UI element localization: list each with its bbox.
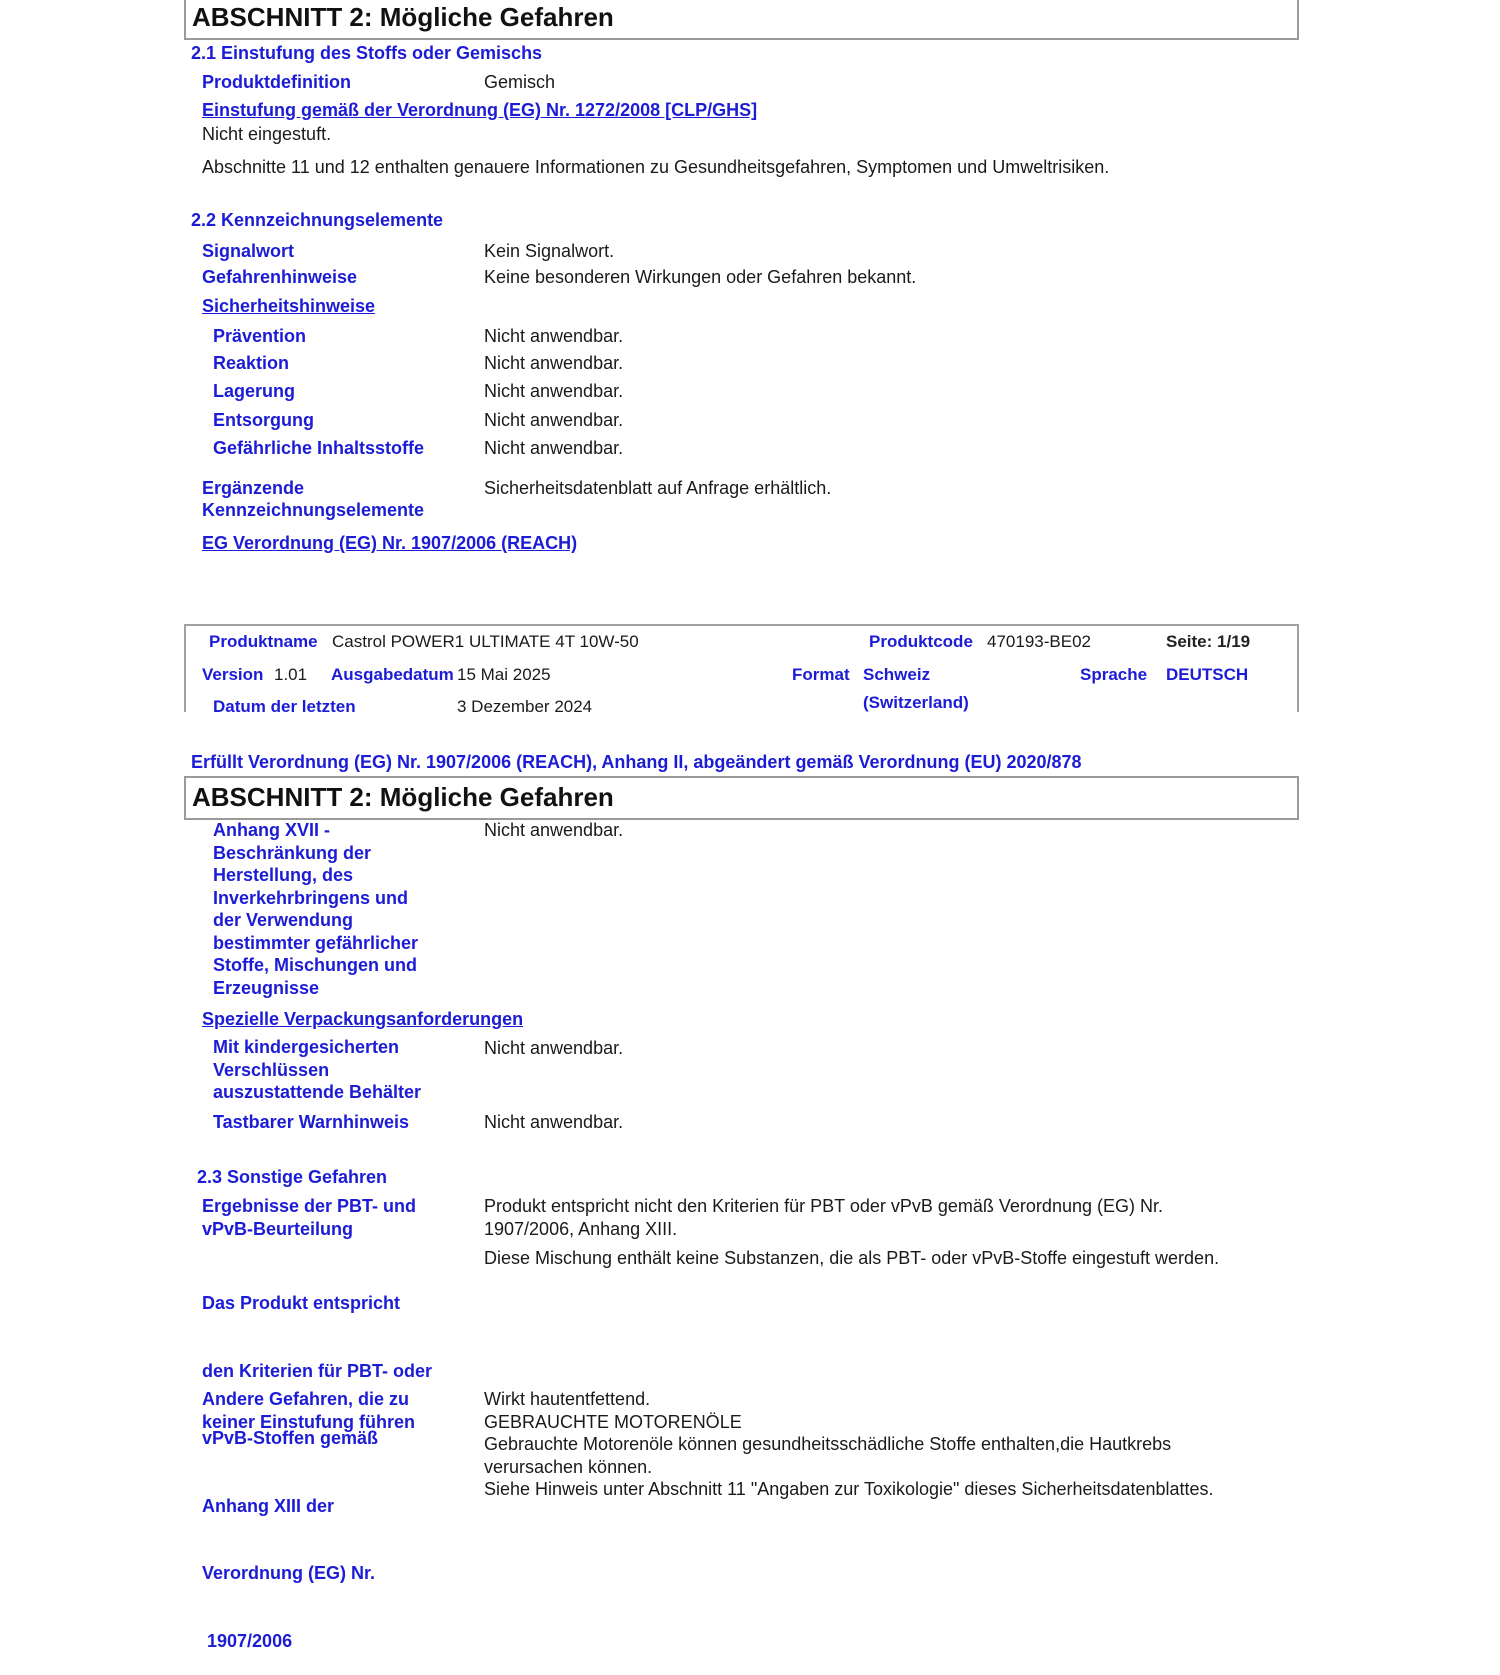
tastbar-value: Nicht anwendbar. [484,1112,624,1132]
pbt-label-line: vPvB-Beurteilung [202,1218,354,1239]
entsorgung-value: Nicht anwendbar. [484,410,624,430]
letzte-label: Datum der letzten [213,697,356,712]
produktname-value: Castrol POWER1 ULTIMATE 4T 10W-50 [332,632,639,651]
pbt-value-line: 1907/2006, Anhang XIII. [484,1218,678,1239]
praevention-label: Prävention [213,326,307,346]
einstufung-heading: Einstufung gemäß der Verordnung (EG) Nr. 1272/2008 [CLP/GHS] [202,100,758,120]
pbt-value-line: Produkt entspricht nicht den Kriterien für PBT oder vPvB gemäß Verordnung (EG) Nr. [484,1196,1163,1216]
ausgabedatum-label: Ausgabedatum [331,665,454,684]
format-value-1: Schweiz [863,665,931,684]
pbt-label [202,1195,472,1240]
andere-gefahren-label-line: Andere Gefahren, die zu [202,1389,410,1409]
section-2-1-heading: 2.1 Einstufung des Stoffs oder Gemischs [191,43,543,63]
praevention-value: Nicht anwendbar. [484,326,624,346]
version-value: 1.01 [274,665,308,684]
anhang-xvii-line: Beschränkung der [213,842,372,863]
ausgabedatum-value: 15 Mai 2025 [457,665,551,684]
version-label: Version [202,665,264,684]
anhang-xvii-line: Herstellung, des [213,865,354,885]
andere-gefahren-label-line: keiner Einstufung führen [202,1411,416,1432]
kriterien-value: Diese Mischung enthält keine Substanzen, die als PBT- oder vPvB-Stoffe eingestuft werden. [484,1248,1220,1268]
anhang-xvii-line: der Verwendung [213,910,354,930]
compliance-line: Erfüllt Verordnung (EG) Nr. 1907/2006 (REACH), Anhang II, abgeändert gemäß Verordnung (EU) 2020/878 [191,752,1082,772]
entsorgung-label: Entsorgung [213,410,314,430]
kindergesichert-line: Verschlüssen [213,1059,330,1080]
andere-gefahren-line: Gebrauchte Motorenöle können gesundheitsschädliche Stoffe enthalten,die Hautkrebs [484,1434,1172,1454]
andere-gefahren-label [202,1388,472,1433]
kindergesichert-value: Nicht anwendbar. [484,1038,624,1058]
lagerung-value: Nicht anwendbar. [484,381,624,401]
reaktion-value: Nicht anwendbar. [484,353,624,373]
kindergesichert-label [213,1036,473,1104]
kriterien-label-line: 1907/2006 [202,1630,293,1651]
andere-gefahren-line: GEBRAUCHTE MOTORENÖLE [484,1411,742,1432]
section-2-title: ABSCHNITT 2: Mögliche Gefahren [192,2,614,32]
gefahrenhinweise-label: Gefahrenhinweise [202,267,358,287]
produktcode-label: Produktcode [869,632,973,651]
andere-gefahren-line: verursachen können. [484,1456,653,1477]
reach-heading: EG Verordnung (EG) Nr. 1907/2006 (REACH) [202,533,578,553]
ergaenzende-label-1: Ergänzende [202,478,305,498]
lagerung-label: Lagerung [213,381,296,401]
anhang-xvii-line: Erzeugnisse [213,977,320,998]
produktdefinition-value: Gemisch [484,72,556,92]
produktname-label: Produktname [209,632,318,651]
kriterien-label-line: vPvB-Stoffen gemäß [202,1428,379,1448]
letzte-value: 3 Dezember 2024 [457,697,593,712]
page-number: Seite: 1/19 [1166,632,1251,651]
ergaenzende-label-2: Kennzeichnungselemente [202,500,425,520]
sprache-label: Sprache [1080,665,1148,684]
kindergesichert-line: auszustattende Behälter [213,1082,422,1102]
kriterien-label-line: den Kriterien für PBT- oder [202,1360,433,1381]
section-2-title-box [184,0,1299,40]
gefahrenhinweise-value: Keine besonderen Wirkungen oder Gefahren bekannt. [484,267,917,287]
pbt-value [484,1195,1284,1240]
sprache-value: DEUTSCH [1166,665,1249,684]
reaktion-label: Reaktion [213,353,290,373]
verpackung-heading: Spezielle Verpackungsanforderungen [202,1009,524,1029]
section-2-title-2: ABSCHNITT 2: Mögliche Gefahren [192,782,614,812]
anhang-xvii-line: Inverkehrbringens und [213,887,409,908]
gefaehrliche-inhaltsstoffe-label: Gefährliche Inhaltsstoffe [213,438,425,458]
anhang-xvii-label [213,819,473,999]
andere-gefahren-value [484,1388,1304,1501]
sicherheitshinweise-heading: Sicherheitshinweise [202,296,376,316]
produktcode-value: 470193-BE02 [987,632,1091,651]
page-footer [184,624,1299,712]
anhang-xvii-line: bestimmter gefährlicher [213,932,419,953]
gefaehrliche-inhaltsstoffe-value: Nicht anwendbar. [484,438,624,458]
kriterien-label-line: Verordnung (EG) Nr. [202,1563,376,1583]
kriterien-label-line: Anhang XIII der [202,1495,335,1516]
kriterien-label-line: Das Produkt entspricht [202,1293,401,1313]
ergaenzende-value: Sicherheitsdatenblatt auf Anfrage erhältlich. [484,478,832,498]
einstufung-value: Nicht eingestuft. [202,124,332,144]
format-value-2: (Switzerland) [863,693,969,712]
section-2-title-box-2 [184,776,1299,820]
pbt-label-line: Ergebnisse der PBT- und [202,1196,417,1216]
abschnitte-note: Abschnitte 11 und 12 enthalten genauere Informationen zu Gesundheitsgefahren, Symptomen und Umweltrisiken. [202,157,1110,177]
kriterien-label [202,1247,472,1675]
section-2-3-heading: 2.3 Sonstige Gefahren [197,1167,388,1187]
format-label: Format [792,665,850,684]
andere-gefahren-line: Siehe Hinweis unter Abschnitt 11 "Angaben zur Toxikologie" dieses Sicherheitsdatenblattes. [484,1479,1214,1499]
signalwort-value: Kein Signalwort. [484,241,615,261]
andere-gefahren-line: Wirkt hautentfettend. [484,1389,651,1409]
tastbar-label: Tastbarer Warnhinweis [213,1112,410,1132]
anhang-xvii-value: Nicht anwendbar. [484,820,624,840]
anhang-xvii-line: Stoffe, Mischungen und [213,955,417,975]
signalwort-label: Signalwort [202,241,295,261]
section-2-2-heading: 2.2 Kennzeichnungselemente [191,210,444,230]
kindergesichert-line: Mit kindergesicherten [213,1037,400,1057]
produktdefinition-label: Produktdefinition [202,72,351,92]
anhang-xvii-line: Anhang XVII - [213,820,330,840]
